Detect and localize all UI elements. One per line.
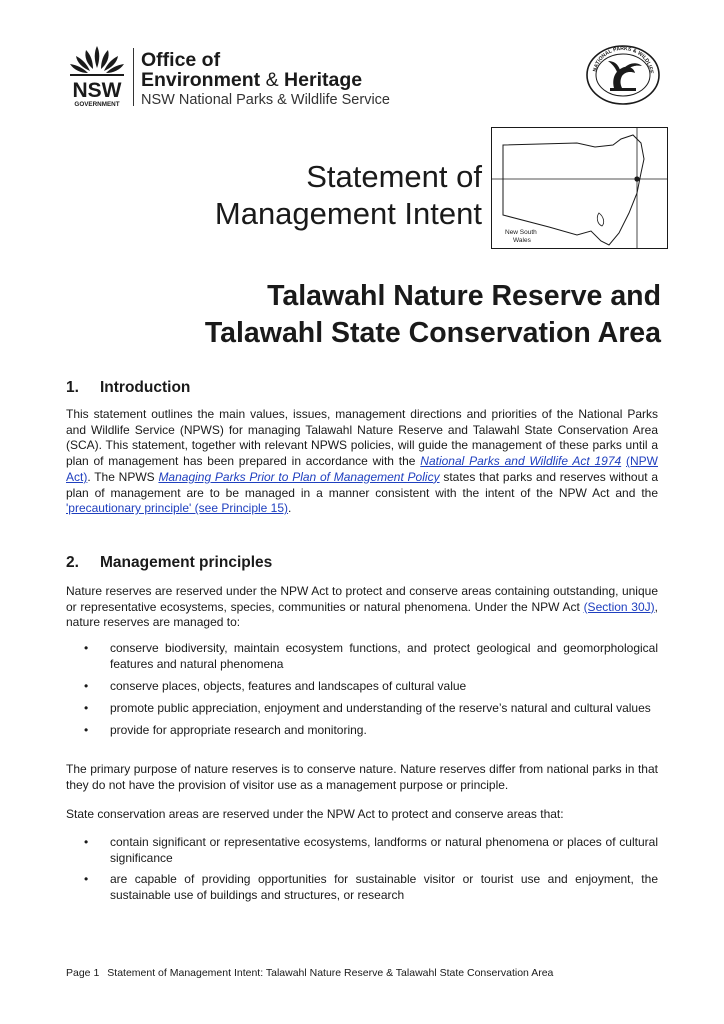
list-item-text: promote public appreciation, enjoyment and understanding of the reserve’s natural and cultural values	[110, 701, 651, 716]
list-item	[84, 701, 658, 717]
npw-act-link[interactable]: National Parks and Wildlife Act 1974	[420, 454, 622, 469]
seal-text: NATIONAL PARKS & WILDLIFE	[592, 45, 655, 75]
org-name-environment: Environment	[141, 69, 261, 91]
principles-text: Nature reserves are reserved under the NPW Act to protect and conserve areas containing outstanding, unique or representative ecosystems, species, communities or natural phenomena. Under the NPW Act	[66, 584, 658, 614]
npws-seal-logo	[584, 44, 662, 106]
bullet-icon: •	[84, 701, 89, 716]
sca-objectives-list	[84, 835, 658, 910]
org-name-line2	[141, 70, 362, 90]
section-heading-introduction	[66, 378, 190, 398]
sca-intro-paragraph: State conservation areas are reserved under the NPW Act to protect and conserve areas that:	[66, 807, 564, 821]
list-item	[84, 835, 658, 866]
footer-text: Statement of Management Intent: Talawahl Nature Reserve & Talawahl State Conservation Area	[107, 967, 554, 979]
managing-parks-policy-link[interactable]: Managing Parks Prior to Plan of Management Policy	[158, 469, 440, 484]
park-title-line2: Talawahl State Conservation Area	[204, 317, 661, 349]
document-title-line1: Statement of	[306, 159, 482, 194]
park-title-line1: Talawahl Nature Reserve and	[267, 280, 661, 312]
primary-purpose-paragraph: The primary purpose of nature reserves is to conserve nature. Nature reserves differ from national parks in that they do not have the provision of visitor use as a management purpose or principle.	[66, 762, 658, 792]
park-location-marker	[634, 176, 639, 181]
org-name-line1: Office of	[141, 49, 221, 71]
list-item	[84, 723, 658, 739]
section-title: Introduction	[100, 379, 191, 396]
intro-text: states that parks and reserves without a plan of management are to be managed in a manner consistent with the intent of the NPW Act and the	[66, 469, 659, 500]
nsw-logo-text: NSW	[72, 79, 122, 102]
map-label-line2: Wales	[513, 237, 531, 244]
list-item-text: conserve places, objects, features and landscapes of cultural value	[110, 678, 467, 693]
section-heading-management-principles	[66, 553, 272, 573]
nsw-government-logo	[66, 44, 128, 108]
page-footer	[66, 966, 553, 980]
section-number: 1.	[66, 379, 79, 396]
header-divider	[133, 48, 134, 106]
page-number: Page 1	[66, 967, 100, 979]
section-30j-link[interactable]: (Section 30J)	[583, 599, 655, 614]
bullet-icon: •	[84, 835, 89, 849]
section-title: Management principles	[100, 554, 273, 571]
list-item-text: are capable of providing opportunities for sustainable visitor or tourist use and enjoyment, the sustainable use of buildings and structures, or research	[110, 872, 658, 903]
intro-text: .	[288, 501, 292, 516]
org-name-npws: NSW National Parks & Wildlife Service	[141, 92, 390, 108]
bullet-icon: •	[84, 872, 89, 887]
npw-act-abbr-link[interactable]: (NPW Act)	[66, 454, 658, 484]
section-number: 2.	[66, 554, 79, 571]
park-title	[205, 278, 661, 352]
list-item	[84, 872, 658, 903]
document-title	[215, 158, 482, 232]
bullet-icon: •	[84, 723, 89, 738]
list-item-text: contain significant or representative ecosystems, landforms or natural phenomena or places of cultural significance	[110, 835, 658, 865]
list-item-text: provide for appropriate research and monitoring.	[110, 723, 367, 738]
org-name-ampersand: &	[265, 69, 279, 91]
introduction-paragraph	[66, 407, 658, 517]
document-title-line2: Management Intent	[214, 196, 482, 231]
bullet-icon: •	[84, 678, 89, 693]
intro-text: This statement outlines the main values, issues, management directions and priorities of the National Parks and Wildlife Service (NPWS) for managing Talawahl Nature Reserve and Talawahl State Conservation Area (SCA). This statement, together with relevant NPWS policies, will guide the management of these parks until a plan of management has been prepared in accordance with the	[66, 407, 658, 469]
org-name-heritage: Heritage	[284, 69, 363, 91]
precautionary-principle-link[interactable]: 'precautionary principle' (see Principle 15)	[66, 501, 289, 516]
nsw-locator-map	[491, 127, 668, 249]
list-item-text: conserve biodiversity, maintain ecosystem functions, and protect geological and geomorphological features and natural phenomena	[110, 641, 658, 671]
principles-text: , nature reserves are managed to:	[66, 599, 658, 630]
bullet-icon: •	[84, 641, 89, 655]
map-label-line1: New South	[505, 229, 537, 236]
intro-text: . The NPWS	[87, 469, 159, 484]
nsw-logo-subtext: GOVERNMENT	[74, 101, 120, 108]
list-item	[84, 641, 658, 672]
nature-reserves-paragraph	[66, 584, 658, 631]
nature-reserve-objectives-list	[84, 641, 658, 746]
list-item	[84, 679, 658, 695]
